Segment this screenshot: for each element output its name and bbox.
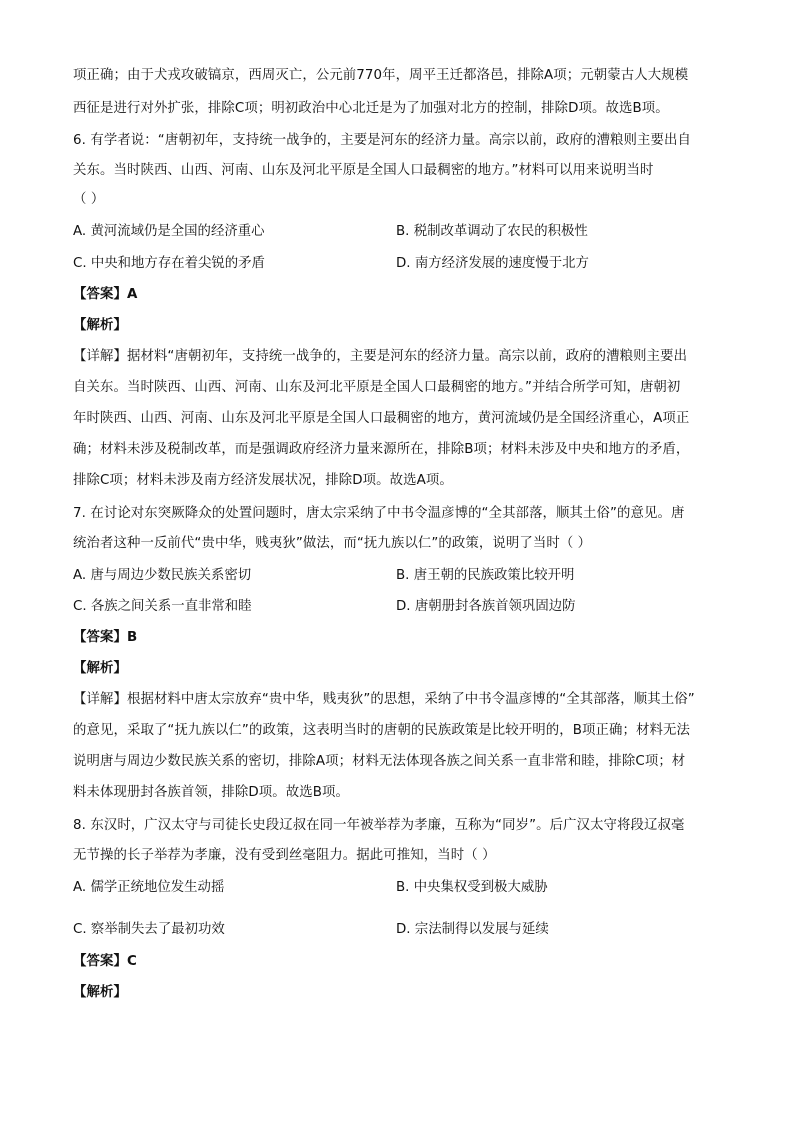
question-6-analysis-label: 【解析】 [73, 318, 127, 333]
question-8-stem: 无节操的长子举荐为孝廉，没有受到丝毫阻力。据此可推知，当时（ ） [73, 848, 496, 863]
question-7-option-a: A. 唐与周边少数民族关系密切 [73, 568, 252, 583]
question-6-explanation: 排除C项；材料未涉及南方经济发展状况，排除D项。故选A项。 [73, 473, 453, 488]
question-7-analysis-label: 【解析】 [73, 661, 127, 676]
question-7-option-c: C. 各族之间关系一直非常和睦 [73, 599, 252, 614]
question-6-explanation: 年时陕西、山西、河南、山东及河北平原是全国人口最稠密的地方，黄河流域仍是全国经济重心，A项正 [73, 411, 690, 426]
question-6-explanation: 自关东。当时陕西、山西、河南、山东及河北平原是全国人口最稠密的地方。”并结合所学可知，唐朝初 [73, 380, 681, 395]
question-6-stem: 关东。当时陕西、山西、河南、山东及河北平原是全国人口最稠密的地方。”材料可以用来说明当时 [73, 163, 654, 178]
question-6-stem: 6. 有学者说：“唐朝初年，支持统一战争的，主要是河东的经济力量。高宗以前，政府的漕粮则主要出自 [73, 133, 691, 148]
text-line: 西征是进行对外扩张，排除C项；明初政治中心北迁是为了加强对北方的控制，排除D项。故选B项。 [73, 101, 669, 116]
question-7-stem: 统治者这种一反前代“贵中华，贱夷狄”做法，而“抚九族以仁”的政策，说明了当时（ ） [73, 536, 592, 551]
question-7-answer: 【答案】B [73, 630, 138, 645]
question-7-option-d: D. 唐朝册封各族首领巩固边防 [396, 599, 576, 614]
text-line: 项正确；由于犬戎攻破镐京，西周灭亡，公元前770年，周平王迁都洛邑，排除A项；元朝蒙古人大规模 [73, 68, 689, 83]
question-8-stem: 8. 东汉时，广汉太守与司徒长史段辽叔在同一年被举荐为孝廉，互称为“同岁”。后广汉太守将段辽叔毫 [73, 818, 685, 833]
question-6-option-b: B. 税制改革调动了农民的积极性 [396, 224, 588, 239]
question-7-explanation: 的意见，采取了“抚九族以仁”的政策，这表明当时的唐朝的民族政策是比较开明的，B项正确；材料无法 [73, 723, 690, 738]
question-6-option-a: A. 黄河流域仍是全国的经济重心 [73, 224, 265, 239]
question-6-explanation: 确；材料未涉及税制改革，而是强调政府经济力量来源所在，排除B项；材料未涉及中央和地方的矛盾， [73, 442, 690, 457]
question-7-explanation: 料未体现册封各族首领，排除D项。故选B项。 [73, 785, 350, 800]
question-8-option-d: D. 宗法制得以发展与延续 [396, 922, 549, 937]
question-6-blank: （ ） [73, 192, 105, 207]
question-8-option-b: B. 中央集权受到极大威胁 [396, 880, 548, 895]
question-6-answer: 【答案】A [73, 287, 138, 302]
question-8-analysis-label: 【解析】 [73, 985, 127, 1000]
question-7-stem: 7. 在讨论对东突厥降众的处置问题时，唐太宗采纳了中书令温彦博的“全其部落，顺其土俗”的意见。唐 [73, 506, 685, 521]
question-7-option-b: B. 唐王朝的民族政策比较开明 [396, 568, 575, 583]
question-6-option-c: C. 中央和地方存在着尖锐的矛盾 [73, 256, 265, 271]
question-6-option-d: D. 南方经济发展的速度慢于北方 [396, 256, 589, 271]
question-8-answer: 【答案】C [73, 954, 137, 969]
question-7-explanation: 【详解】根据材料中唐太宗放弃“贵中华，贱夷狄”的思想，采纳了中书令温彦博的“全其部落，顺其土俗” [73, 692, 695, 707]
question-7-explanation: 说明唐与周边少数民族关系的密切，排除A项；材料无法体现各族之间关系一直非常和睦，排除C项；材 [73, 754, 686, 769]
question-6-explanation: 【详解】据材料“唐朝初年，支持统一战争的，主要是河东的经济力量。高宗以前，政府的漕粮则主要出 [73, 349, 688, 364]
question-8-option-a: A. 儒学正统地位发生动摇 [73, 880, 225, 895]
question-8-option-c: C. 察举制失去了最初功效 [73, 922, 225, 937]
